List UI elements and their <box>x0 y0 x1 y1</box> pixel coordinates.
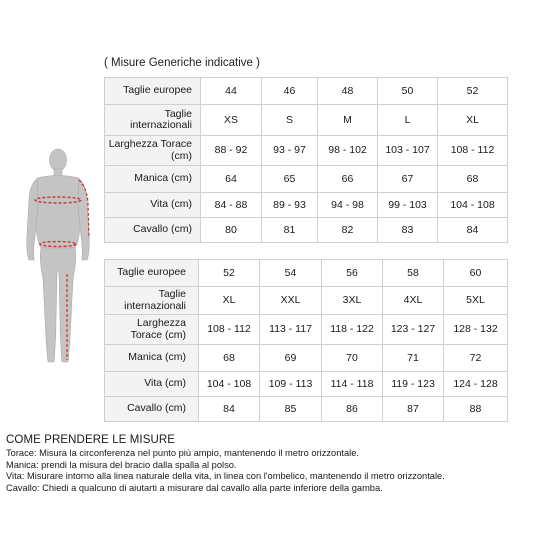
table-cell: 104 - 108 <box>438 193 508 218</box>
table-cell: 113 - 117 <box>260 315 322 345</box>
table-cell: 71 <box>383 345 444 372</box>
table-row <box>105 105 508 136</box>
size-table-2 <box>104 259 508 422</box>
table-cell: 88 - 92 <box>201 136 262 166</box>
table-cell: 94 - 98 <box>318 193 378 218</box>
table-cell: 109 - 113 <box>260 372 322 397</box>
table-cell: 108 - 112 <box>438 136 508 166</box>
table-cell: L <box>378 105 438 136</box>
row-label: Larghezza Torace (cm) <box>105 136 201 166</box>
row-label: Manica (cm) <box>105 166 201 193</box>
table-cell: 50 <box>378 78 438 105</box>
table-cell: 69 <box>260 345 322 372</box>
row-label: Vita (cm) <box>105 372 199 397</box>
table-row <box>105 287 508 315</box>
table-cell: 87 <box>383 397 444 422</box>
table-cell: 66 <box>318 166 378 193</box>
row-label: Taglie europee <box>105 78 201 105</box>
table-row <box>105 315 508 345</box>
table-cell: 103 - 107 <box>378 136 438 166</box>
row-label: Cavallo (cm) <box>105 397 199 422</box>
table-cell: 119 - 123 <box>383 372 444 397</box>
table-cell: S <box>262 105 318 136</box>
instruction-line-sleeve: Manica: prendi la misura del bracio dalla spalla al polso. <box>6 459 237 470</box>
table-row <box>105 136 508 166</box>
table-cell: 114 - 118 <box>322 372 383 397</box>
table-cell: 82 <box>318 218 378 243</box>
table-cell: 124 - 128 <box>444 372 508 397</box>
size-table-1 <box>104 77 508 243</box>
table-cell: XS <box>201 105 262 136</box>
table-cell: 68 <box>438 166 508 193</box>
table-cell: 4XL <box>383 287 444 315</box>
table-cell: 60 <box>444 260 508 287</box>
table-cell: 44 <box>201 78 262 105</box>
table-cell: 64 <box>201 166 262 193</box>
table-cell: 99 - 103 <box>378 193 438 218</box>
table-row <box>105 345 508 372</box>
page-title: ( Misure Generiche indicative ) <box>104 57 260 69</box>
row-label: Manica (cm) <box>105 345 199 372</box>
instruction-line-chest: Torace: Misura la circonferenza nel punto più ampio, mantenendo il metro orizzontale. <box>6 448 359 458</box>
table-cell: 83 <box>378 218 438 243</box>
table-cell: 65 <box>262 166 318 193</box>
table-row <box>105 193 508 218</box>
table-row <box>105 166 508 193</box>
table-cell: 81 <box>262 218 318 243</box>
table-cell: 68 <box>199 345 260 372</box>
table-cell: 58 <box>383 260 444 287</box>
table-row <box>105 260 508 287</box>
table-cell: 89 - 93 <box>262 193 318 218</box>
table-cell: XL <box>199 287 260 315</box>
table-cell: 84 - 88 <box>201 193 262 218</box>
row-label: Taglie internazionali <box>105 287 199 315</box>
table-cell: 108 - 112 <box>199 315 260 345</box>
row-label: Taglie europee <box>105 260 199 287</box>
table-cell: 56 <box>322 260 383 287</box>
table-cell: 67 <box>378 166 438 193</box>
measurement-instructions <box>6 434 526 494</box>
instruction-line-waist: Vita: Misurare intorno alla linea naturale della vita, in linea con l'ombelico, mantenendo il metro orizzontale. <box>6 471 445 482</box>
table-cell: 70 <box>322 345 383 372</box>
table-cell: 46 <box>262 78 318 105</box>
row-label: Vita (cm) <box>105 193 201 218</box>
row-label: Larghezza Torace (cm) <box>105 315 199 345</box>
table-cell: 88 <box>444 397 508 422</box>
table-cell: 85 <box>260 397 322 422</box>
table-cell: 104 - 108 <box>199 372 260 397</box>
table-cell: 3XL <box>322 287 383 315</box>
table-cell: 123 - 127 <box>383 315 444 345</box>
table-cell: 98 - 102 <box>318 136 378 166</box>
instruction-line-inseam: Cavallo: Chiedi a qualcuno di aiutarti a misurare dal cavallo alla parte inferiore della gamba. <box>6 482 383 493</box>
table-cell: 72 <box>444 345 508 372</box>
row-label: Cavallo (cm) <box>105 218 201 243</box>
row-label: Taglie internazionali <box>105 105 201 136</box>
table-row <box>105 397 508 422</box>
table-cell: 80 <box>201 218 262 243</box>
table-cell: 48 <box>318 78 378 105</box>
table-cell: M <box>318 105 378 136</box>
table-cell: 52 <box>199 260 260 287</box>
table-row <box>105 218 508 243</box>
table-cell: 84 <box>438 218 508 243</box>
table-cell: 128 - 132 <box>444 315 508 345</box>
table-cell: 93 - 97 <box>262 136 318 166</box>
table-cell: XL <box>438 105 508 136</box>
table-cell: 5XL <box>444 287 508 315</box>
table-cell: 84 <box>199 397 260 422</box>
table-row <box>105 78 508 105</box>
table-row <box>105 372 508 397</box>
body-measurement-figure-icon <box>15 148 101 368</box>
instructions-heading: COME PRENDERE LE MISURE <box>6 434 176 446</box>
table-cell: 118 - 122 <box>322 315 383 345</box>
table-cell: 54 <box>260 260 322 287</box>
table-cell: 86 <box>322 397 383 422</box>
table-cell: 52 <box>438 78 508 105</box>
table-cell: XXL <box>260 287 322 315</box>
